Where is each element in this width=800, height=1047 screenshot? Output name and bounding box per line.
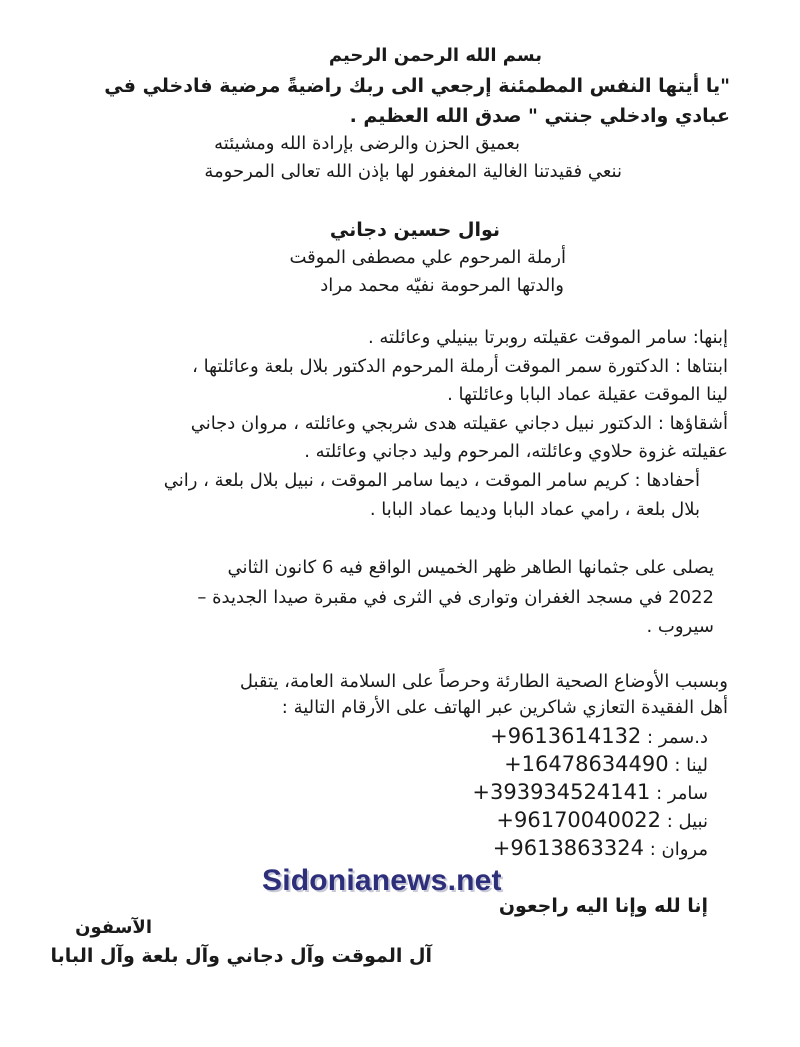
phone-number[interactable]: +393934524141 bbox=[472, 780, 651, 804]
basmala: بسم الله الرحمن الرحيم bbox=[328, 45, 542, 66]
phone-row bbox=[504, 752, 708, 778]
brothers-line-1: أشقاؤها : الدكتور نبيل دجاني عقيلته هدى شربجي وعائلته ، مروان دجاني bbox=[190, 413, 728, 434]
phone-row bbox=[493, 836, 708, 862]
phone-label: نبيل : bbox=[666, 811, 708, 832]
mourning-families: آل الموقت وآل دجاني وآل بلعة وآل البابا bbox=[50, 945, 432, 967]
closing-verse: إنا لله وإنا اليه راجعون bbox=[498, 895, 708, 917]
funeral-line-3: سيروب . bbox=[646, 616, 714, 637]
grandchildren-line-2: بلال بلعة ، رامي عماد البابا وديما عماد البابا . bbox=[369, 499, 700, 520]
phone-label: لينا : bbox=[674, 755, 708, 776]
grandchildren-line-1: أحفادها : كريم سامر الموقت ، ديما سامر الموقت ، نبيل بلال بلعة ، راني bbox=[163, 470, 700, 491]
funeral-line-1: يصلى على جثمانها الطاهر ظهر الخميس الواقع فيه 6 كانون الثاني bbox=[227, 557, 714, 578]
sidonianews-watermark: Sidonianews.net bbox=[262, 864, 502, 897]
verse-line-1: "يا أيتها النفس المطمئنة إرجعي الى ربك راضيةً مرضية فادخلي في bbox=[104, 75, 730, 97]
grief-line-2: ننعي فقيدتنا الغالية المغفور لها بإذن الله تعالى المرحومة bbox=[204, 161, 622, 182]
phone-number[interactable]: +96170040022 bbox=[496, 808, 661, 832]
phone-number[interactable]: +9613614132 bbox=[490, 724, 642, 748]
condolences-line-2: أهل الفقيدة التعازي شاكرين عبر الهاتف على الأرقام التالية : bbox=[281, 697, 728, 718]
brothers-line-2: عقيلته غزوة حلاوي وعائلته، المرحوم وليد دجاني وعائلته . bbox=[304, 441, 728, 462]
son-line: إبنها: سامر الموقت عقيلته روبرتا بينيلي وعائلته . bbox=[367, 327, 728, 348]
verse-line-2: عبادي وادخلي جنتي " صدق الله العظيم . bbox=[349, 105, 730, 127]
phone-label: مروان : bbox=[649, 839, 708, 860]
widow-of: أرملة المرحوم علي مصطفى الموقت bbox=[289, 247, 566, 268]
daughters-line-1: ابنتاها : الدكتورة سمر الموقت أرملة المرحوم الدكتور بلال بلعة وعائلتها ، bbox=[192, 356, 728, 377]
phone-row bbox=[496, 808, 708, 834]
phone-label: سامر : bbox=[656, 783, 708, 804]
funeral-line-2: 2022 في مسجد الغفران وتوارى في الثرى في مقبرة صيدا الجديدة – bbox=[197, 587, 714, 608]
phone-label: د.سمر : bbox=[647, 727, 708, 748]
condolences-line-1: وبسبب الأوضاع الصحية الطارئة وحرصاً على السلامة العامة، يتقبل bbox=[239, 671, 728, 692]
mourners-title: الآسفون bbox=[75, 917, 152, 938]
phone-number[interactable]: +9613863324 bbox=[492, 836, 644, 860]
daughters-line-2: لينا الموقت عقيلة عماد البابا وعائلتها . bbox=[447, 384, 728, 405]
grief-line-1: بعميق الحزن والرضى بإرادة الله ومشيئته bbox=[214, 133, 520, 154]
phone-row bbox=[490, 724, 708, 750]
deceased-name: نوال حسين دجاني bbox=[329, 219, 500, 241]
phone-number[interactable]: +16478634490 bbox=[504, 752, 669, 776]
phone-row bbox=[472, 780, 708, 806]
mother-name: والدتها المرحومة نفيّه محمد مراد bbox=[320, 275, 564, 296]
